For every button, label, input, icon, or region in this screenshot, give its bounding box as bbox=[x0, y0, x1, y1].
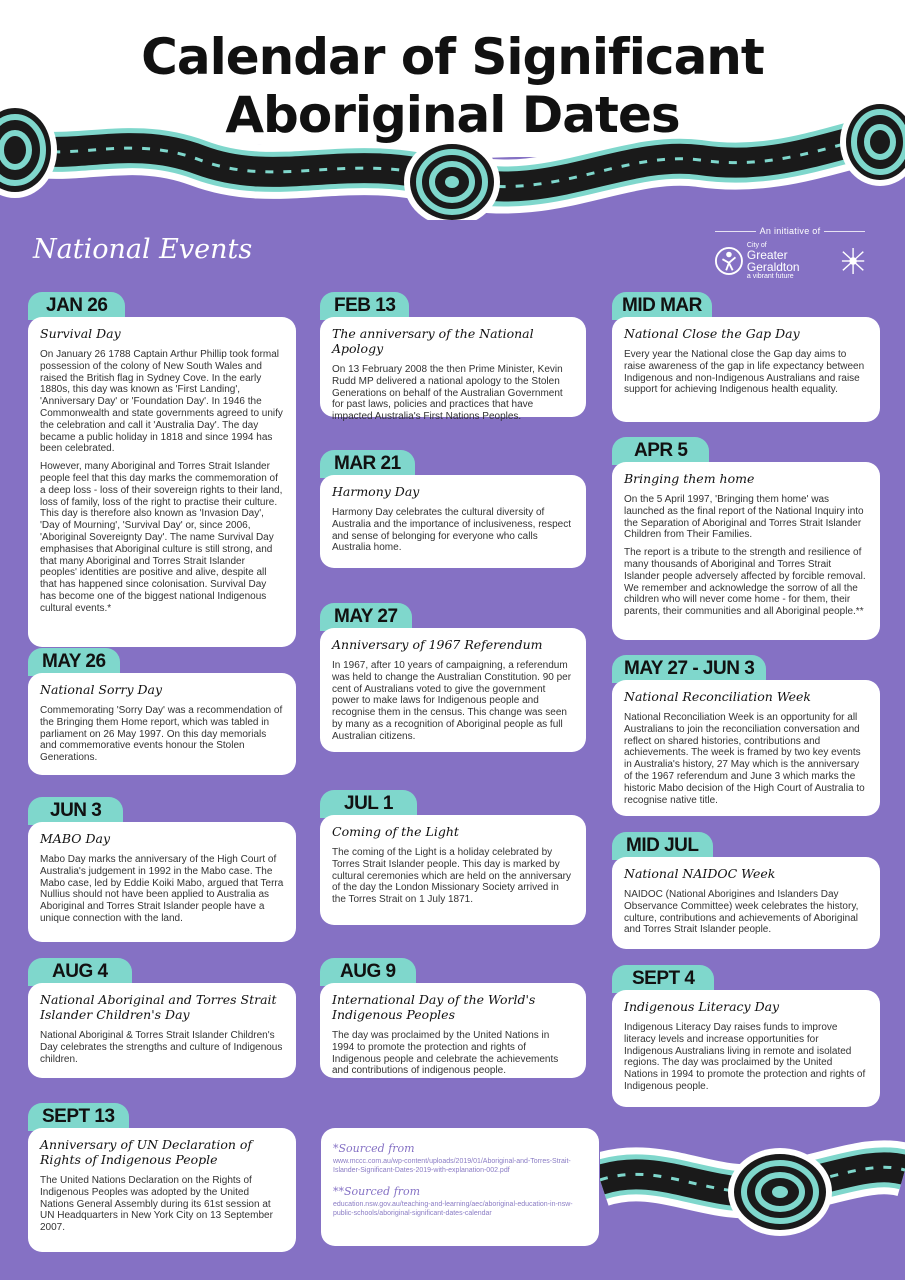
source-label: **Sourced from bbox=[333, 1185, 421, 1198]
event-title: Coming of the Light bbox=[332, 824, 459, 839]
event-description: NAIDOC (National Aborigines and Islanders Day Observance Committee) week celebrates the history, culture, contributions and achievements of Aboriginal and Torres Strait Islander people. bbox=[624, 889, 859, 936]
event-box bbox=[320, 317, 586, 423]
event-title: Bringing them home bbox=[624, 471, 755, 486]
event-date-tab: SEPT 13 bbox=[28, 1103, 129, 1131]
event-date-tab: AUG 4 bbox=[28, 958, 132, 986]
event-title: National Reconciliation Week bbox=[624, 689, 812, 704]
event-title: National NAIDOC Week bbox=[624, 866, 776, 881]
event-description: However, many Aboriginal and Torres Strait Islander people feel that this day marks the commemoration of a deep loss - loss of their sovereign rights to their land, loss of family, loss of the right to practise their culture. This day is therefore also known as 'Invasion Day', 'Day of Mourning', 'Survival Day' or, since 2006, 'Aboriginal Sovereignty Day'. The name Survival Day emphasises that Aboriginal culture is still strong, and that many Aboriginal and Torres Strait Islander peoples' identities are positive and alive, despite all that has happened since colonisation. Survival Day has become one of the biggest national Indigenous cultural events.* bbox=[40, 461, 283, 614]
event-date-tab: JUL 1 bbox=[320, 790, 417, 818]
event-description: Mabo Day marks the anniversary of the High Court of Australia's judgement in 1992 in the Mabo case. The Mabo case, led by Eddie Koiki Mabo, argued that Terra Nullius should not have been applied to Australia as Aboriginal and Torres Strait Islander people have a unique connection with the land. bbox=[40, 854, 284, 924]
event-date-tab: MAY 27 bbox=[320, 603, 412, 631]
initiative-label: An initiative of bbox=[715, 226, 865, 236]
event-box bbox=[320, 815, 586, 925]
event-description: Indigenous Literacy Day raises funds to improve literacy levels and increase opportunities for Indigenous Australians living in remote and isolated regions. The day was proclaimed by the United Nations in 1994 to promote the protection and rights of Indigenous people. bbox=[624, 1022, 866, 1092]
event-date-tab: AUG 9 bbox=[320, 958, 416, 986]
sources-box bbox=[321, 1128, 599, 1246]
event-date-tab: MAY 26 bbox=[28, 648, 120, 676]
org-tagline: a vibrant future bbox=[746, 273, 794, 280]
event-title: Anniversary of 1967 Referendum bbox=[332, 637, 543, 652]
event-description: Harmony Day celebrates the cultural diversity of Australia and the importance of inclusiveness, respect and sense of belonging for everyone who calls Australia home. bbox=[332, 507, 572, 554]
event-box bbox=[28, 317, 296, 647]
event-date-tab: MID MAR bbox=[612, 292, 712, 320]
event-description: The coming of the Light is a holiday celebrated by Torres Strait Islander people. This day is marked by cultural ceremonies which are held on the anniversary of the day the London Missionary Society arrived in the Torres Strait on 1 July 1871. bbox=[332, 847, 572, 906]
event-title: MABO Day bbox=[40, 831, 111, 846]
org-name: Greater Geraldton bbox=[746, 248, 800, 274]
event-title: National Aboriginal and Torres Strait Islander Children's Day bbox=[40, 992, 277, 1022]
event-box bbox=[612, 857, 880, 949]
event-box bbox=[28, 983, 296, 1078]
event-description: On January 26 1788 Captain Arthur Phillip took formal possession of the colony of New South Wales and raised the British flag in Sydney Cove. In the early 1880s, this day was known as 'First Landing', 'Anniversary Day' or 'Foundation Day'. In 1946 the Commonwealth and state governments agreed to unify the celebration and call it 'Australia Day'. The day became a public holiday in 1818 and since 1994 has been celebrated. bbox=[40, 349, 283, 455]
header-banner bbox=[0, 0, 905, 210]
event-box bbox=[28, 673, 296, 775]
page-title: Calendar of Significant Aboriginal Dates bbox=[141, 28, 764, 144]
event-date-tab: JAN 26 bbox=[28, 292, 125, 320]
event-description: The United Nations Declaration on the Rights of Indigenous Peoples was adopted by the United Nations General Assembly during its 61st session at UN Headquarters in New York City on 13 September 2007. bbox=[40, 1175, 273, 1234]
event-title: Survival Day bbox=[40, 326, 121, 341]
event-date-tab: SEPT 4 bbox=[612, 965, 714, 993]
event-title: National Close the Gap Day bbox=[624, 326, 800, 341]
event-box bbox=[320, 475, 586, 568]
source-label: *Sourced from bbox=[333, 1142, 415, 1155]
source-link[interactable]: education.nsw.gov.au/teaching-and-learning/aec/aboriginal-education-in-nsw-public-schools/aboriginal-significant-dates-calendar bbox=[333, 1201, 573, 1217]
event-box bbox=[28, 822, 296, 942]
event-description: The day was proclaimed by the United Nations in 1994 to promote the protection and rights of Indigenous people and celebrate the achievements and contributions of indigenous people. bbox=[332, 1030, 559, 1077]
event-box bbox=[612, 680, 880, 816]
event-title: International Day of the World's Indigenous Peoples bbox=[332, 992, 536, 1022]
event-description: Commemorating 'Sorry Day' was a recommendation of the Bringing them Home report, which was tabled in parliament on 26 May 1997. On this day memorials and commemorative events honour the Stolen Generations. bbox=[40, 705, 283, 764]
event-box bbox=[320, 628, 586, 752]
event-description: The report is a tribute to the strength and resilience of many thousands of Aboriginal and Torres Strait Islander people adversely affected by forcible removal. We remember and acknowledge the sorrow of all the children who will never come home - for them, their parents, their communities and all Aboriginal people.** bbox=[624, 547, 866, 618]
event-description: National Reconciliation Week is an opportunity for all Australians to join the reconciliation conversation and reflect on shared histories, contributions and achievements. The week is framed by two key events in Australia's history, 27 May which is the anniversary of the 1967 referendum and June 3 which marks the historic Mabo decision of the High Court of Australia to recognise native title. bbox=[624, 712, 865, 806]
event-description: On 13 February 2008 the then Prime Minister, Kevin Rudd MP delivered a national apology to the Stolen Generations on behalf of the Australian Government for past laws, policies and practices that have impacted Australia's First Nations Peoples. bbox=[332, 364, 563, 423]
event-date-tab: APR 5 bbox=[612, 437, 709, 465]
event-box bbox=[28, 1128, 296, 1252]
event-title: Anniversary of UN Declaration of Rights of Indigenous People bbox=[40, 1137, 253, 1167]
event-title: National Sorry Day bbox=[40, 682, 163, 697]
event-description: In 1967, after 10 years of campaigning, a referendum was held to change the Australian Constitution. 90 per cent of Australians voted to give the government power to make laws for Indigenous people and recognise them in the census. This change was seen by many as a recognition of Aboriginal people as full Australian citizens. bbox=[332, 660, 572, 742]
sunburst-icon bbox=[841, 245, 865, 277]
event-date-tab: MID JUL bbox=[612, 832, 713, 860]
event-date-tab: MAR 21 bbox=[320, 450, 415, 478]
concentric-circle-bottom bbox=[728, 1148, 832, 1236]
event-box bbox=[612, 317, 880, 422]
event-box bbox=[612, 462, 880, 640]
city-logo bbox=[715, 242, 865, 280]
initiative-logo-block bbox=[715, 226, 865, 280]
source-link[interactable]: www.mccc.com.au/wp-content/uploads/2019/01/Aboriginal-and-Torres-Strait-Islander-Significant-Dates-2019-with-explanation-002.pdf bbox=[333, 1158, 571, 1174]
event-description: Every year the National close the Gap day aims to raise awareness of the gap in life expectancy between Indigenous and non-Indigenous Australians and raise support for achieving Indigenous health equality. bbox=[624, 349, 865, 396]
event-title: Harmony Day bbox=[332, 484, 420, 499]
event-date-tab: FEB 13 bbox=[320, 292, 409, 320]
event-box bbox=[320, 983, 586, 1078]
section-title: National Events bbox=[33, 234, 253, 265]
event-date-tab: JUN 3 bbox=[28, 797, 123, 825]
event-description: On the 5 April 1997, 'Bringing them home' was launched as the final report of the National Inquiry into the Separation of Aboriginal and Torres Strait Islander Children from Their Families. bbox=[624, 494, 864, 541]
person-logo-icon bbox=[715, 245, 743, 277]
event-date-tab: MAY 27 - JUN 3 bbox=[612, 655, 766, 683]
city-small-label: City of bbox=[746, 242, 767, 249]
event-box bbox=[612, 990, 880, 1107]
aboriginal-art-band-bottom bbox=[600, 1120, 905, 1280]
event-title: Indigenous Literacy Day bbox=[624, 999, 780, 1014]
event-title: The anniversary of the National Apology bbox=[332, 326, 534, 356]
event-description: National Aboriginal & Torres Strait Islander Children's Day celebrates the strengths and culture of Indigenous children. bbox=[40, 1030, 283, 1065]
